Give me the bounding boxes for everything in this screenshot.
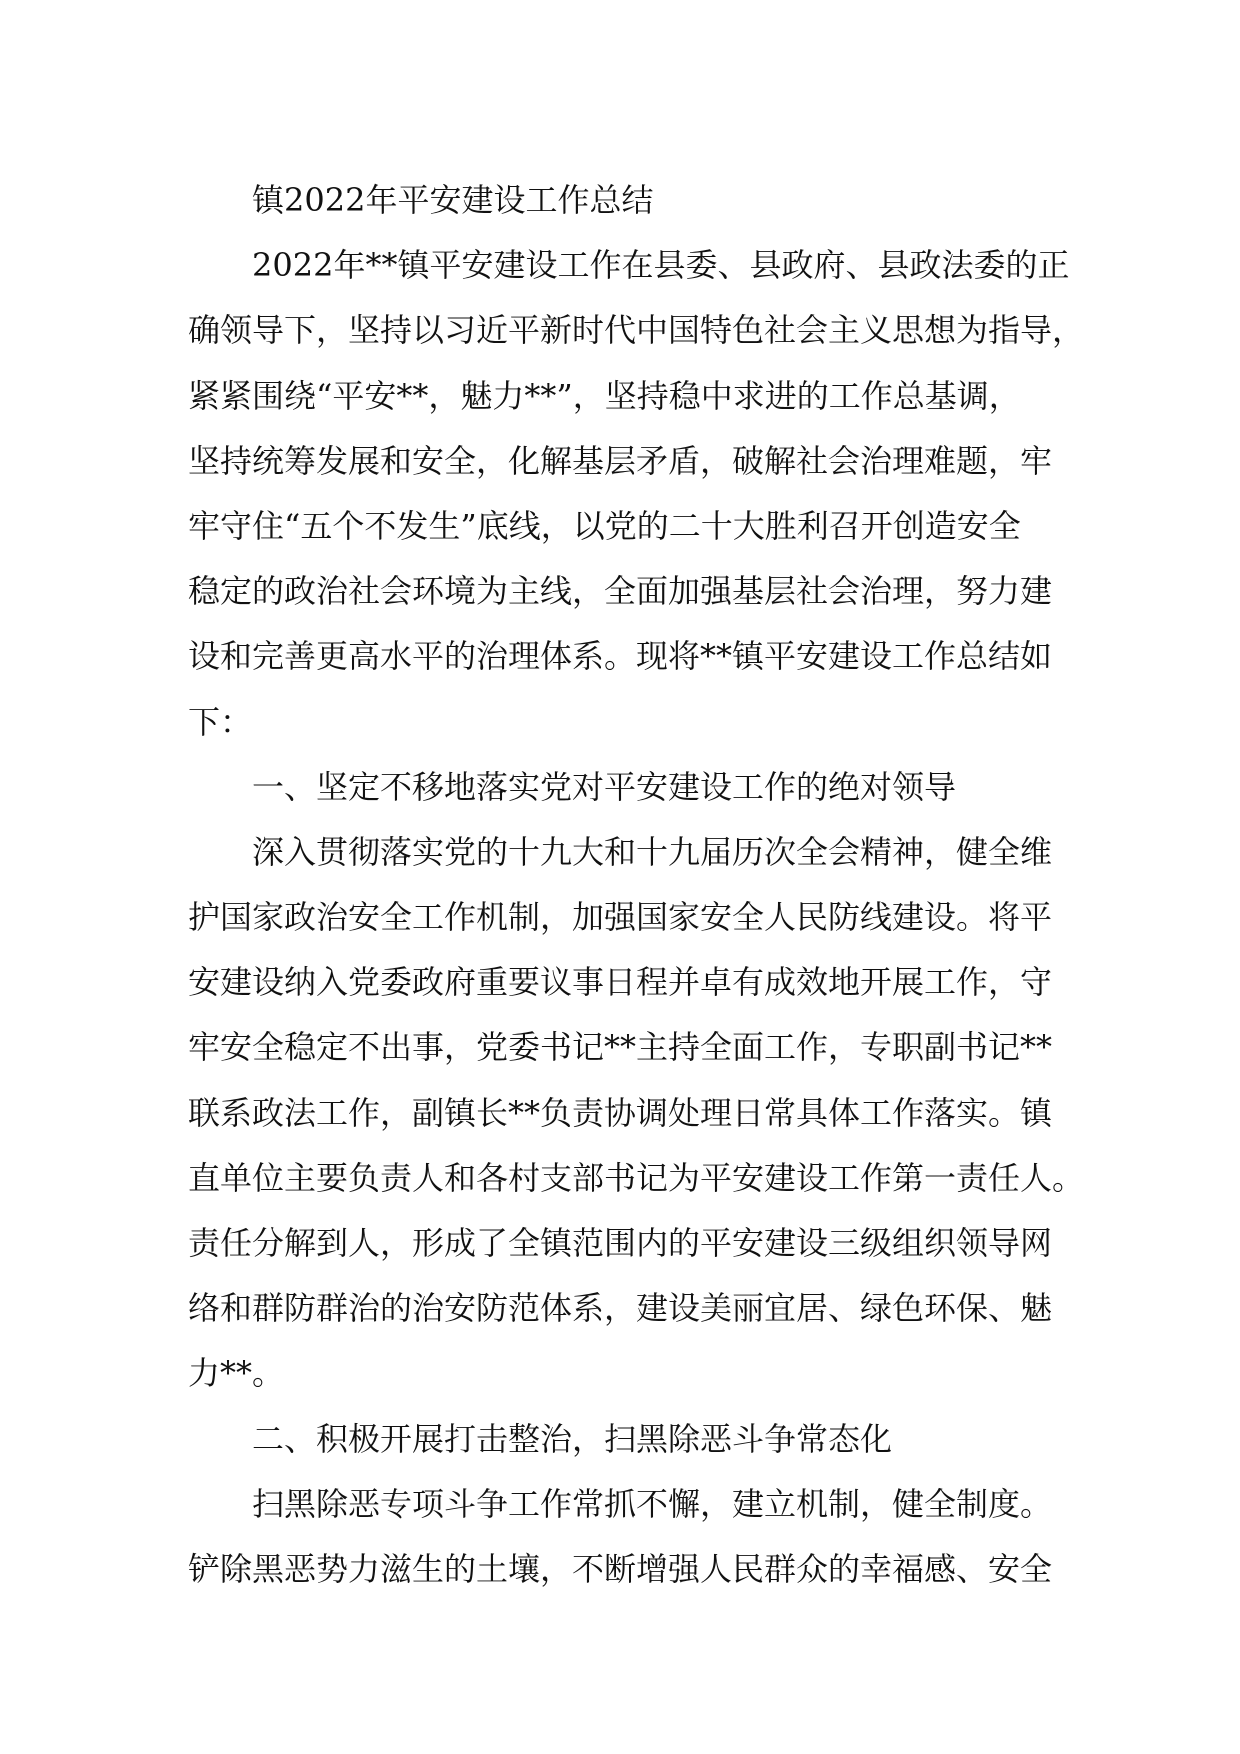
section-line: 直单位主要负责人和各村支部书记为平安建设工作第一责任人。: [188, 1158, 1085, 1197]
section-line: 牢安全稳定不出事，党委书记**主持全面工作，专职副书记**: [188, 1028, 1053, 1067]
section-line: 护国家政治安全工作机制，加强国家安全人民防线建设。将平: [188, 898, 1053, 937]
section-line: 扫黑除恶专项斗争工作常抓不懈，建立机制，健全制度。: [252, 1484, 1053, 1523]
section-line: 深入贯彻落实党的十九大和十九届历次全会精神，健全维: [252, 832, 1053, 871]
section-heading: 一、坚定不移地落实党对平安建设工作的绝对领导: [252, 767, 957, 806]
intro-line: 确领导下，坚持以习近平新时代中国特色社会主义思想为指导，: [188, 311, 1085, 350]
section-line: 联系政法工作，副镇长**负责协调处理日常具体工作落实。镇: [188, 1093, 1053, 1132]
intro-line: 坚持统筹发展和安全，化解基层矛盾，破解社会治理难题，牢: [188, 441, 1053, 480]
intro-line: 牢守住“五个不发生”底线，以党的二十大胜利召开创造安全: [188, 506, 1021, 545]
section-line: 铲除黑恶势力滋生的土壤，不断增强人民群众的幸福感、安全: [188, 1549, 1053, 1588]
section-heading: 二、积极开展打击整治，扫黑除恶斗争常态化: [252, 1419, 893, 1458]
intro-line: 设和完善更高水平的治理体系。现将**镇平安建设工作总结如: [188, 637, 1053, 676]
intro-line: 稳定的政治社会环境为主线，全面加强基层社会治理，努力建: [188, 572, 1053, 611]
document-title: 镇2022年平安建设工作总结: [252, 181, 654, 219]
intro-line: 2022年**镇平安建设工作在县委、县政府、县政法委的正: [252, 246, 1070, 285]
section-line: 安建设纳入党委政府重要议事日程并卓有成效地开展工作，守: [188, 963, 1053, 1002]
section-line: 力**。: [188, 1354, 285, 1393]
document-body: [188, 168, 1093, 1602]
intro-line: 紧紧围绕“平安**，魅力**”，坚持稳中求进的工作总基调，: [188, 376, 1021, 415]
intro-line: 下：: [188, 702, 253, 741]
section-line: 络和群防群治的治安防范体系，建设美丽宜居、绿色环保、魅: [188, 1289, 1053, 1328]
section-line: 责任分解到人，形成了全镇范围内的平安建设三级组织领导网: [188, 1224, 1053, 1262]
